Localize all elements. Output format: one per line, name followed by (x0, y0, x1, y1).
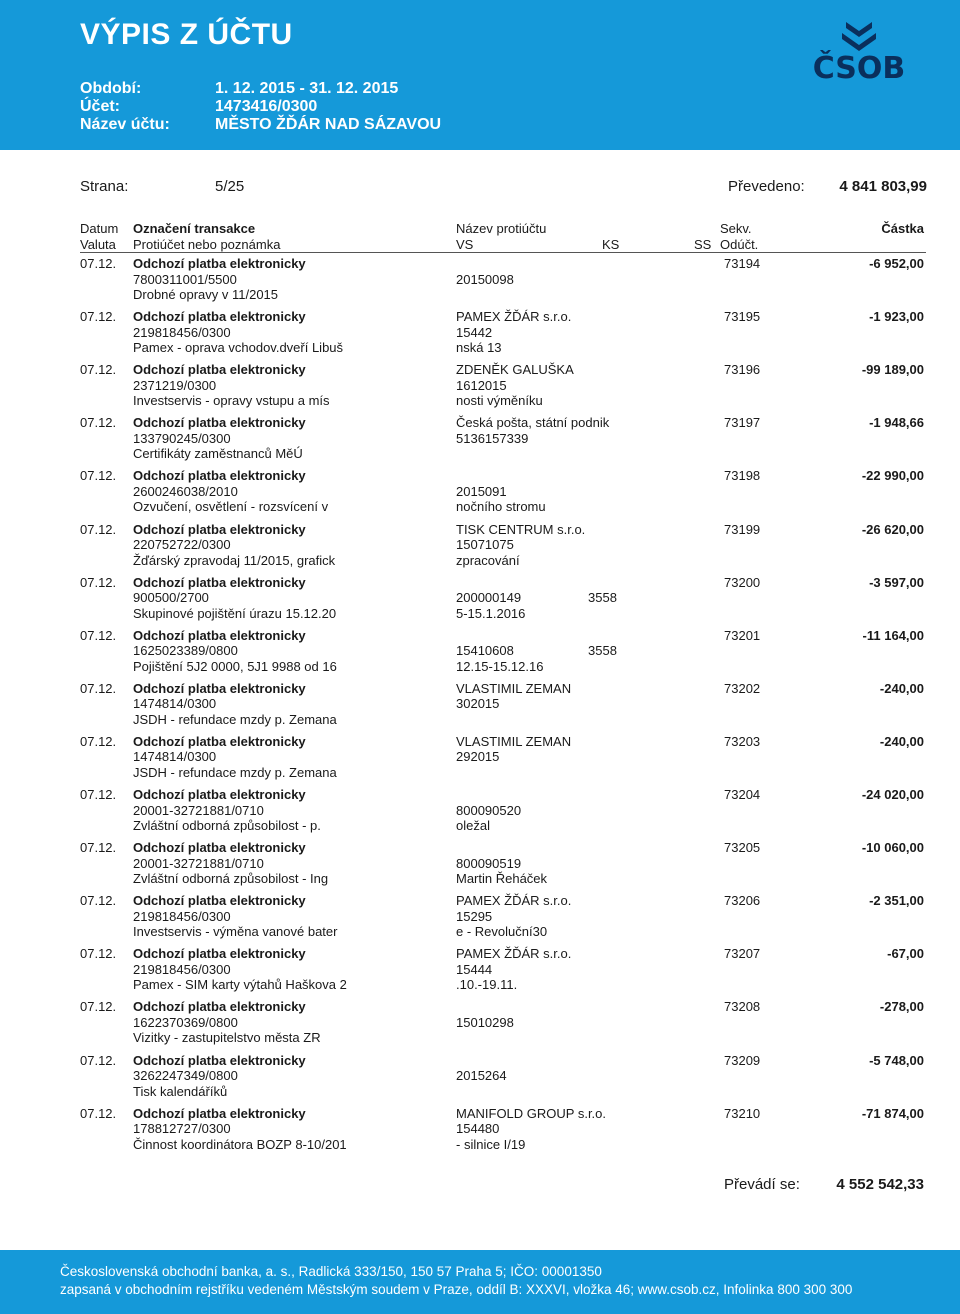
tx-amount: -2 351,00 (869, 893, 924, 909)
tx-type: Odchozí platba elektronicky (133, 521, 306, 537)
tx-amount: -22 990,00 (861, 468, 924, 484)
tx-sequence: 73196 (724, 362, 761, 378)
tx-counterparty-cont: nosti výměníku (456, 393, 543, 409)
transaction-row (0, 256, 960, 309)
tx-note: Pamex - SIM karty výtahů Haškova 2 (133, 977, 347, 993)
tx-vs: 154480 (456, 1121, 500, 1137)
tx-vs: 5136157339 (456, 430, 529, 446)
tx-counterparty: MANIFOLD GROUP s.r.o. (456, 1105, 607, 1121)
transaction-row (0, 734, 960, 787)
tx-date: 07.12. (80, 999, 117, 1015)
info-value: MĚSTO ŽĎÁR NAD SÁZAVOU (215, 116, 442, 133)
tx-vs: 2015091 (456, 483, 507, 499)
col-nazev: Název protiúčtu (456, 221, 547, 236)
tx-account: 900500/2700 (133, 590, 209, 606)
tx-type: Odchozí platba elektronicky (133, 309, 306, 325)
tx-counterparty: PAMEX ŽĎÁR s.r.o. (456, 893, 572, 909)
tx-type: Odchozí platba elektronicky (133, 1105, 306, 1121)
tx-type: Odchozí platba elektronicky (133, 999, 306, 1015)
tx-note: Ozvučení, osvětlení - rozsvícení v (133, 499, 329, 515)
tx-type: Odchozí platba elektronicky (133, 256, 306, 271)
tx-sequence: 73206 (724, 893, 761, 909)
tx-account: 3262247349/0800 (133, 1068, 238, 1083)
col-valuta: Valuta (80, 237, 116, 252)
tx-amount: -1 948,66 (869, 415, 924, 431)
tx-type: Odchozí platba elektronicky (133, 574, 306, 590)
tx-counterparty-cont: 5-15.1.2016 (456, 605, 526, 621)
tx-note: Pojištění 5J2 0000, 5J1 9988 od 16 (133, 658, 337, 674)
tx-sequence: 73204 (724, 787, 761, 802)
tx-account: 2600246038/2010 (133, 483, 238, 499)
col-vs: VS (456, 237, 474, 252)
tx-date: 07.12. (80, 362, 117, 378)
tx-date: 07.12. (80, 840, 117, 856)
transaction-row (0, 787, 960, 840)
tx-counterparty: PAMEX ŽĎÁR s.r.o. (456, 946, 572, 962)
tx-counterparty-cont: e - Revoluční30 (456, 924, 548, 940)
tx-type: Odchozí platba elektronicky (133, 840, 306, 856)
tx-amount: -67,00 (887, 946, 924, 962)
tx-amount: -5 748,00 (869, 1052, 924, 1068)
tx-note: Skupinové pojištění úrazu 15.12.20 (133, 605, 337, 621)
tx-counterparty: Česká pošta, státní podnik (456, 415, 610, 431)
tx-account: 1622370369/0800 (133, 1014, 238, 1030)
tx-counterparty: PAMEX ŽĎÁR s.r.o. (456, 309, 572, 325)
tx-account: 133790245/0300 (133, 430, 231, 446)
tx-sequence: 73195 (724, 309, 761, 325)
tx-counterparty-cont: oležal (456, 818, 490, 833)
page-number: 5/25 (215, 178, 245, 195)
tx-vs: 20150098 (456, 271, 514, 287)
tx-type: Odchozí platba elektronicky (133, 893, 306, 909)
carried-out-value: 4 552 542,33 (836, 1176, 924, 1193)
transaction-row (0, 681, 960, 734)
tx-vs: 302015 (456, 696, 500, 712)
transaction-row (0, 946, 960, 999)
tx-note: Certifikáty zaměstnanců MěÚ (133, 446, 303, 462)
col-datum: Datum (80, 221, 119, 236)
tx-counterparty-cont: 12.15-15.12.16 (456, 658, 544, 674)
tx-account: 219818456/0300 (133, 908, 231, 924)
tx-sequence: 73208 (724, 999, 761, 1015)
tx-ks: 3558 (588, 590, 617, 606)
tx-counterparty: ZDENĚK GALUŠKA (456, 362, 574, 378)
tx-sequence: 73203 (724, 733, 761, 749)
transaction-row (0, 1106, 960, 1159)
tx-account: 178812727/0300 (133, 1121, 231, 1137)
info-label: Období: (80, 80, 142, 97)
transaction-row (0, 893, 960, 946)
col-ks: KS (602, 237, 620, 252)
carried-out-label: Převádí se: (724, 1176, 800, 1193)
tx-amount: -278,00 (879, 999, 924, 1015)
tx-sequence: 73209 (724, 1052, 761, 1068)
tx-account: 220752722/0300 (133, 537, 231, 552)
tx-type: Odchozí platba elektronicky (133, 946, 306, 962)
transaction-row (0, 840, 960, 893)
tx-sequence: 73207 (724, 946, 761, 962)
tx-account: 1474814/0300 (133, 696, 217, 712)
carried-in-value: 4 841 803,99 (839, 178, 927, 195)
tx-account: 20001-32721881/0710 (133, 855, 264, 871)
tx-type: Odchozí platba elektronicky (133, 787, 306, 802)
info-value: 1. 12. 2015 - 31. 12. 2015 (215, 80, 399, 97)
tx-amount: -240,00 (879, 733, 924, 749)
tx-type: Odchozí platba elektronicky (133, 362, 306, 378)
tx-amount: -3 597,00 (869, 574, 924, 590)
tx-ks: 3558 (588, 643, 617, 659)
tx-note: JSDH - refundace mzdy p. Zemana (133, 711, 337, 727)
tx-account: 1474814/0300 (133, 749, 217, 765)
tx-date: 07.12. (80, 468, 117, 484)
footer-line-1: Československá obchodní banka, a. s., Radlická 333/150, 150 57 Praha 5; IČO: 00001350 (60, 1264, 602, 1279)
tx-amount: -1 923,00 (869, 309, 924, 325)
tx-counterparty-cont: .10.-19.11. (456, 977, 518, 993)
tx-note: Investservis - výměna vanové bater (133, 924, 338, 940)
tx-vs: 15010298 (456, 1014, 514, 1030)
tx-counterparty: TISK CENTRUM s.r.o. (456, 521, 586, 537)
tx-counterparty: VLASTIMIL ZEMAN (456, 680, 572, 696)
tx-amount: -11 164,00 (862, 627, 924, 643)
transaction-row (0, 1053, 960, 1106)
tx-date: 07.12. (80, 627, 117, 643)
tx-amount: -240,00 (879, 680, 924, 696)
tx-type: Odchozí platba elektronicky (133, 1052, 306, 1068)
transaction-row (0, 415, 960, 468)
tx-date: 07.12. (80, 415, 117, 431)
tx-date: 07.12. (80, 521, 117, 537)
col-oznaceni: Označení transakce (133, 221, 256, 236)
tx-account: 219818456/0300 (133, 961, 231, 977)
tx-note: Investservis - opravy vstupu a mís (133, 393, 330, 409)
tx-date: 07.12. (80, 787, 117, 802)
tx-sequence: 73198 (724, 468, 761, 484)
tx-vs: 292015 (456, 749, 500, 765)
page-title: VÝPIS Z ÚČTU (80, 18, 293, 51)
col-sekv: Sekv. (720, 221, 752, 236)
tx-vs: 800090520 (456, 802, 522, 818)
tx-vs: 200000149 (456, 590, 522, 606)
page-label: Strana: (80, 178, 129, 195)
col-oducet: Odúčt. (720, 237, 759, 252)
footer-band (0, 1250, 960, 1314)
tx-amount: -24 020,00 (861, 787, 924, 802)
carried-in-label: Převedeno: (728, 178, 805, 195)
info-label: Název účtu: (80, 116, 170, 133)
tx-amount: -99 189,00 (861, 362, 924, 378)
tx-type: Odchozí platba elektronicky (133, 733, 306, 749)
tx-note: Vizitky - zastupitelstvo města ZR (133, 1030, 321, 1046)
tx-counterparty-cont: nská 13 (456, 340, 502, 356)
tx-note: Pamex - oprava vchodov.dveří Libuš (133, 340, 344, 356)
tx-account: 219818456/0300 (133, 324, 231, 340)
tx-date: 07.12. (80, 1052, 117, 1068)
tx-account: 20001-32721881/0710 (133, 802, 264, 818)
header-divider (80, 252, 926, 253)
tx-vs: 15295 (456, 908, 493, 924)
tx-note: JSDH - refundace mzdy p. Zemana (133, 764, 337, 780)
tx-counterparty: VLASTIMIL ZEMAN (456, 733, 572, 749)
footer-line-2: zapsaná v obchodním rejstříku vedeném Městským soudem v Praze, oddíl B: XXXVI, vložka 46; www.csob.cz, Infolinka 800 300 300 (60, 1282, 853, 1297)
col-ss: SS (694, 237, 712, 252)
logo-wordmark: ČSOB (812, 51, 906, 82)
tx-note: Drobné opravy v 11/2015 (133, 287, 279, 302)
tx-amount: -71 874,00 (861, 1105, 924, 1121)
tx-type: Odchozí platba elektronicky (133, 468, 306, 484)
tx-amount: -10 060,00 (861, 840, 924, 856)
col-protiucet: Protiúčet nebo poznámka (133, 237, 281, 252)
transaction-row (0, 628, 960, 681)
tx-date: 07.12. (80, 680, 117, 696)
tx-type: Odchozí platba elektronicky (133, 415, 306, 431)
tx-vs: 15071075 (456, 537, 514, 552)
tx-sequence: 73200 (724, 574, 761, 590)
transaction-row (0, 575, 960, 628)
tx-sequence: 73199 (724, 521, 761, 537)
tx-type: Odchozí platba elektronicky (133, 627, 306, 643)
info-value: 1473416/0300 (215, 98, 318, 115)
tx-note: Zvláštní odborná způsobilost - Ing (133, 871, 329, 887)
tx-sequence: 73194 (724, 256, 761, 271)
csob-logo-icon (808, 20, 910, 82)
tx-note: Žďárský zpravodaj 11/2015, grafick (133, 552, 336, 568)
tx-account: 7800311001/5500 (133, 271, 237, 287)
tx-type: Odchozí platba elektronicky (133, 680, 306, 696)
tx-counterparty-cont: Martin Řeháček (456, 871, 548, 887)
tx-counterparty-cont: - silnice I/19 (456, 1136, 526, 1152)
tx-account: 1625023389/0800 (133, 643, 238, 659)
tx-vs: 800090519 (456, 855, 522, 871)
tx-amount: -26 620,00 (861, 521, 924, 537)
tx-note: Činnost koordinátora BOZP 8-10/201 (133, 1136, 347, 1152)
info-label: Účet: (80, 98, 121, 115)
tx-counterparty-cont: nočního stromu (456, 499, 546, 515)
tx-note: Tisk kalendáříků (133, 1083, 228, 1099)
tx-counterparty-cont: zpracování (456, 552, 520, 568)
tx-vs: 2015264 (456, 1068, 507, 1083)
transaction-row (0, 362, 960, 415)
tx-sequence: 73205 (724, 840, 761, 856)
tx-sequence: 73201 (724, 627, 761, 643)
tx-date: 07.12. (80, 733, 117, 749)
tx-date: 07.12. (80, 893, 117, 909)
transaction-row (0, 522, 960, 575)
transaction-row (0, 468, 960, 521)
tx-date: 07.12. (80, 309, 117, 325)
transaction-row (0, 999, 960, 1052)
tx-account: 2371219/0300 (133, 377, 217, 393)
tx-date: 07.12. (80, 256, 117, 271)
tx-date: 07.12. (80, 574, 117, 590)
tx-vs: 15444 (456, 961, 493, 977)
col-castka: Částka (881, 221, 924, 236)
header-band (0, 0, 960, 150)
transaction-row (0, 309, 960, 362)
tx-vs: 15442 (456, 324, 493, 340)
tx-amount: -6 952,00 (869, 256, 924, 271)
tx-date: 07.12. (80, 946, 117, 962)
tx-note: Zvláštní odborná způsobilost - p. (133, 818, 321, 833)
tx-vs: 1612015 (456, 377, 507, 393)
tx-sequence: 73210 (724, 1105, 761, 1121)
tx-sequence: 73197 (724, 415, 761, 431)
tx-sequence: 73202 (724, 680, 761, 696)
tx-vs: 15410608 (456, 643, 514, 659)
tx-date: 07.12. (80, 1105, 117, 1121)
